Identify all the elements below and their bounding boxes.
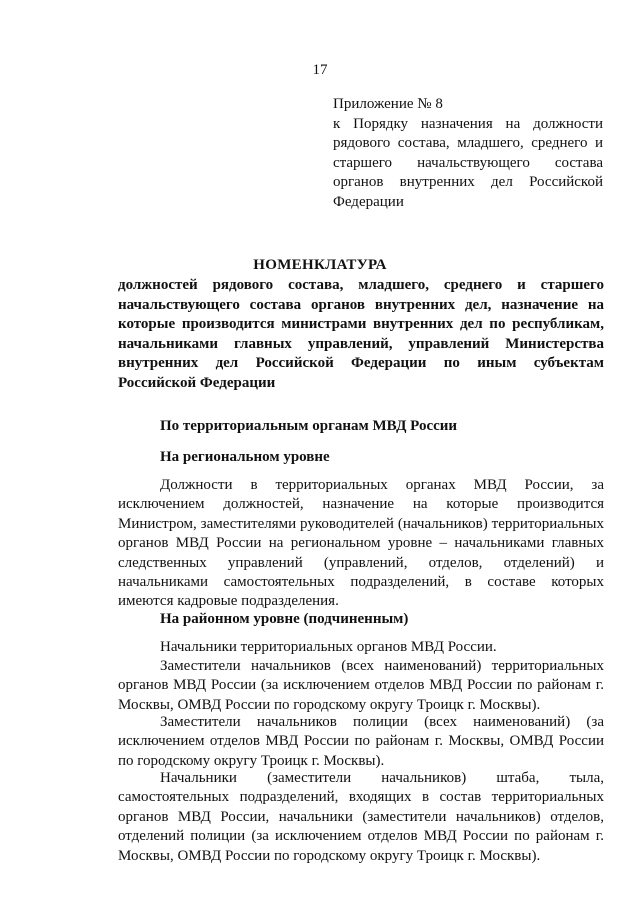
paragraph-district-2: Заместители начальников (всех наименований) территориальных органов МВД России (за исключением отделов МВД России по районам г. Москвы, ОМВД России по городскому округу Троицк г. Москвы). [118, 658, 604, 713]
paragraph-district-4: Начальники (заместители начальников) штаба, тыла, самостоятельных подразделений, входящих в состав территориальных органов МВД России, начальники (заместители начальников) отделов, отделений полиции (за исключением отделов МВД России по районам г. Москвы, ОМВД России по городскому округу Троицк г. Москвы). [118, 770, 604, 864]
paragraph-regional: Должности в территориальных органах МВД России, за исключением должностей, назначение на которые производится Министром, заместителями руководителей (начальников) территориальных органов МВД России на региональном уровне – начальниками главных следственных управлений (управлений, отделов, отделений) и начальниками самостоятельных подразделений, в составе которых имеются кадровые подразделения. [118, 477, 604, 610]
page-number: 17 [312, 62, 328, 78]
section-title-territorial: По территориальным органам МВД России [160, 418, 458, 434]
paragraph-district-3: Заместители начальников полиции (всех наименований) (за исключением отделов МВД России по районам г. Москвы, ОМВД России по городскому округу Троицк г. Москвы). [118, 714, 604, 769]
section-title-regional: На региональном уровне [160, 449, 330, 465]
document-subheading: должностей рядового состава, младшего, среднего и старшего начальствующего состава органов внутренних дел, назначение на которые производится министрами внутренних дел по республикам, начальниками главных управлений, управлений Министерства внутренних дел Российской Федерации по иным субъектам Российской Федерации [118, 277, 604, 391]
appendix-title: Приложение № 8 [333, 96, 443, 112]
appendix-block [333, 95, 603, 212]
document-heading: НОМЕНКЛАТУРА [253, 257, 387, 273]
section-title-district: На районном уровне (подчиненным) [160, 611, 409, 627]
appendix-body: к Порядку назначения на должности рядового состава, младшего, среднего и старшего начальствующего состава органов внутренних дел Российской Федерации [333, 115, 603, 210]
paragraph-district-1: Начальники территориальных органов МВД России. [160, 639, 497, 655]
